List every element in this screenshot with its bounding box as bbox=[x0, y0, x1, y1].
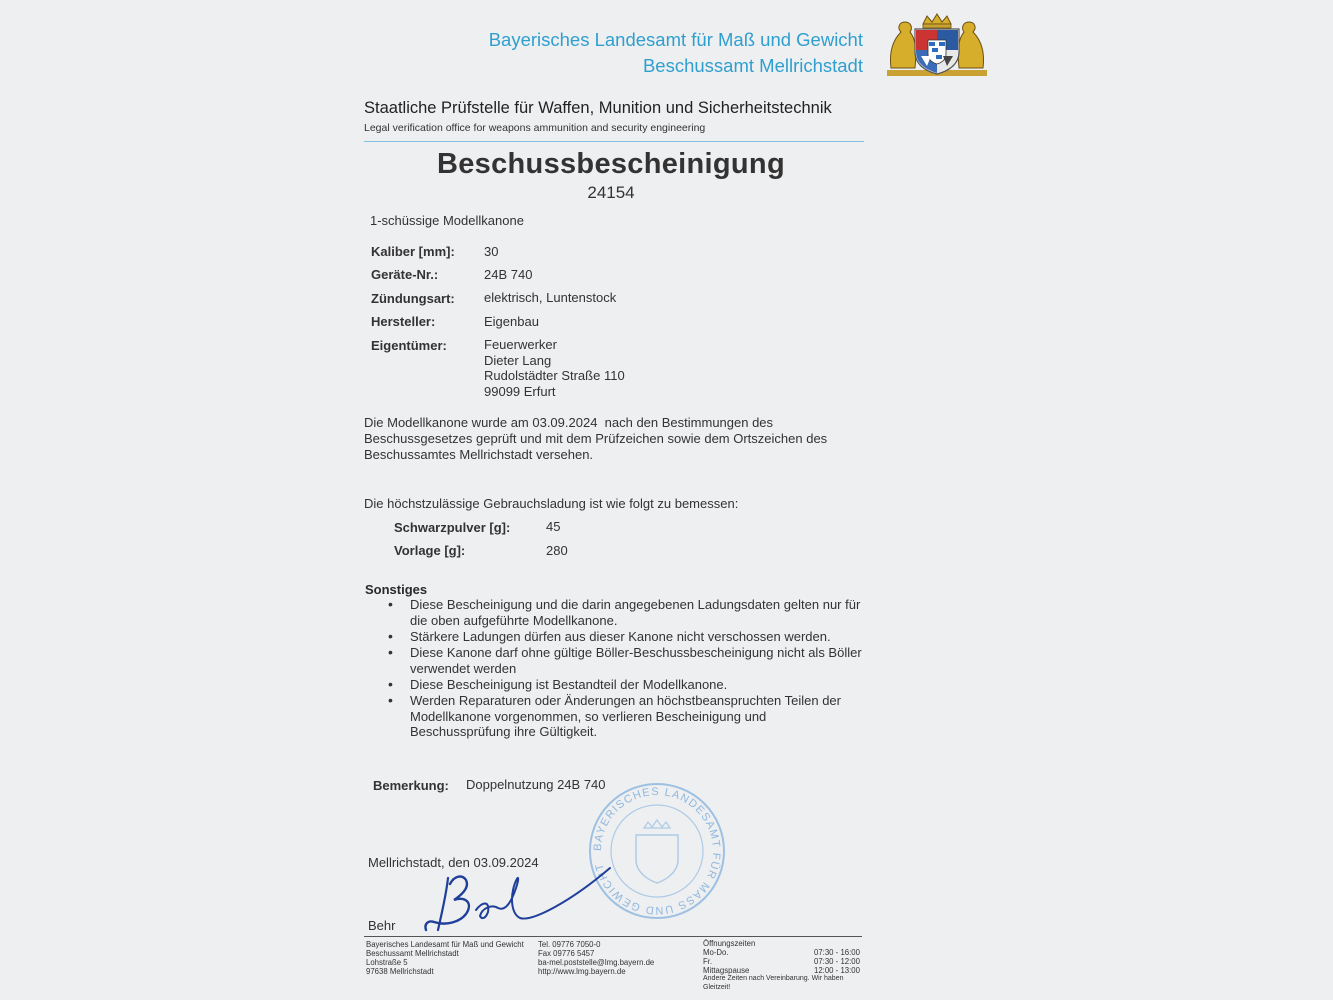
subject-line: 1-schüssige Modellkanone bbox=[370, 213, 524, 228]
charge-value-black-powder: 45 bbox=[546, 519, 561, 534]
field-label-owner: Eigentümer: bbox=[371, 338, 447, 353]
other-notes-list bbox=[364, 597, 864, 740]
charge-label-black-powder: Schwarzpulver [g]: bbox=[394, 520, 511, 535]
footer-hours-day: Fr. bbox=[703, 957, 713, 966]
field-label-ignition: Zündungsart: bbox=[371, 291, 455, 306]
footer-hours-time: 07:30 - 12:00 bbox=[814, 957, 860, 966]
certificate-number: 24154 bbox=[587, 183, 635, 202]
owner-line: Dieter Lang bbox=[484, 352, 552, 368]
list-item: • Diese Kanone darf ohne gültige Böller-Beschussbescheinigung nicht als Böller verwendet werden bbox=[410, 645, 864, 676]
list-item: • Diese Bescheinigung und die darin angegebenen Ladungsdaten gelten nur für die oben aufgeführte Modellkanone. bbox=[410, 597, 864, 628]
footer-hours-day: Mo-Do. bbox=[703, 948, 729, 957]
footer-hours-time: 12:00 - 13:00 bbox=[814, 966, 860, 975]
document-title: Beschussbescheinigung bbox=[437, 148, 785, 180]
field-value-caliber: 30 bbox=[484, 244, 499, 259]
field-value-ignition: elektrisch, Luntenstock bbox=[484, 290, 617, 305]
charge-intro: Die höchstzulässige Gebrauchsladung ist wie folgt zu bemessen: bbox=[364, 496, 739, 511]
footer-address: Bayerisches Landesamt für Maß und Gewicht Beschussamt Mellrichstadt Lohstraße 5 97638 Mellrichstadt bbox=[366, 940, 524, 976]
field-value-device-number: 24B 740 bbox=[484, 267, 533, 282]
field-label-caliber: Kaliber [mm]: bbox=[371, 244, 455, 259]
field-label-manufacturer: Hersteller: bbox=[371, 314, 436, 329]
office-title: Staatliche Prüfstelle für Waffen, Munition und Sicherheitstechnik bbox=[364, 99, 832, 117]
bavarian-coat-of-arms-icon bbox=[883, 12, 991, 78]
office-title-english: Legal verification office for weapons ammunition and security engineering bbox=[364, 122, 706, 134]
test-statement bbox=[364, 415, 864, 463]
list-item: • Werden Reparaturen oder Änderungen an höchstbeanspruchten Teilen der Modellkanone vorgenommen, so verlieren Bescheinigung und Beschussprüfung ihre Gültigkeit. bbox=[410, 693, 864, 740]
place-date: Mellrichstadt, den 03.09.2024 bbox=[368, 855, 539, 870]
footer-hours-title: Öffnungszeiten bbox=[703, 939, 756, 948]
footer-hours-day: Mittagspause bbox=[703, 966, 750, 975]
owner-address bbox=[484, 337, 625, 399]
field-value-manufacturer: Eigenbau bbox=[484, 314, 539, 329]
list-item: • Stärkere Ladungen dürfen aus dieser Kanone nicht verschossen werden. bbox=[410, 629, 864, 645]
agency-name: Bayerisches Landesamt für Maß und Gewicht bbox=[488, 29, 863, 50]
footer-hours-note: Andere Zeiten nach Vereinbarung. Wir haben Gleitzeit! bbox=[703, 975, 844, 991]
owner-line: Feuerwerker bbox=[484, 337, 557, 352]
footer-divider bbox=[364, 936, 862, 937]
agency-subname: Beschussamt Mellrichstadt bbox=[642, 55, 863, 76]
owner-line: Rudolstädter Straße 110 bbox=[484, 368, 625, 383]
header-divider bbox=[364, 141, 864, 142]
stamp-text: BAYERISCHES LANDESAMT FÜR MASS UND GEWICHT bbox=[591, 785, 723, 917]
field-label-device-number: Geräte-Nr.: bbox=[371, 267, 439, 282]
owner-line: 99099 Erfurt bbox=[484, 383, 556, 399]
signer-name: Behr bbox=[368, 918, 396, 933]
other-notes-heading: Sonstiges bbox=[365, 582, 428, 597]
footer-contact: Tel. 09776 7050-0 Fax 09776 5457 ba-mel.poststelle@lmg.bayern.de http://www.lmg.bayern.de bbox=[538, 940, 655, 976]
statement-line: Die Modellkanone wurde am 03.09.2024 nach den Bestimmungen des bbox=[364, 415, 774, 430]
statement-line: Beschussamtes Mellrichstadt versehen. bbox=[364, 447, 594, 462]
signature bbox=[420, 862, 620, 942]
statement-line: Beschussgesetzes geprüft und mit dem Prüfzeichen sowie dem Ortszeichen des bbox=[364, 431, 828, 446]
footer-hours-time: 07:30 - 16:00 bbox=[814, 948, 860, 957]
charge-value-wadding: 280 bbox=[546, 543, 568, 558]
remark-value: Doppelnutzung 24B 740 bbox=[466, 777, 606, 792]
remark-label: Bemerkung: bbox=[373, 778, 449, 793]
list-item: • Diese Bescheinigung ist Bestandteil der Modellkanone. bbox=[410, 677, 864, 693]
charge-label-wadding: Vorlage [g]: bbox=[394, 543, 466, 558]
